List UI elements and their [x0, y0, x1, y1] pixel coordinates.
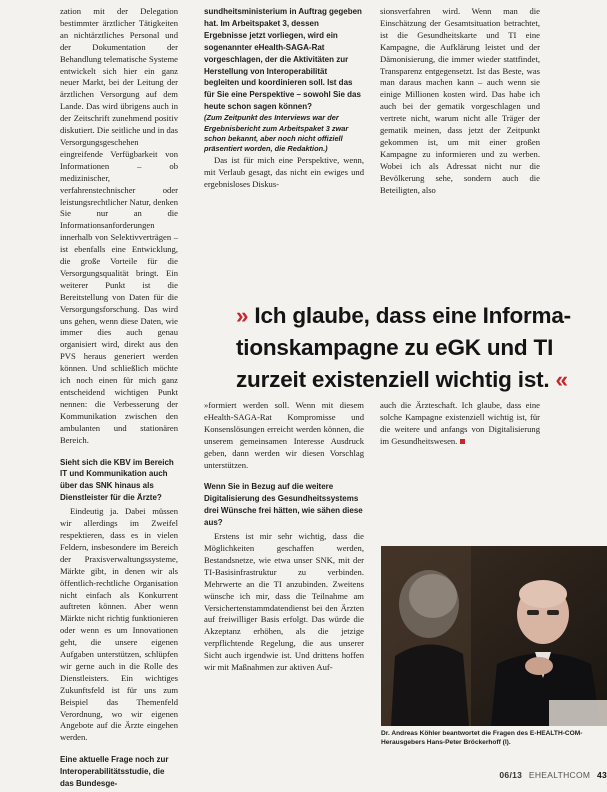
col2-paragraph: Das ist für mich eine Perspektive, wenn, mit Verlaub gesagt, das nicht ein ewiges und ergebnisloses Diskus- [204, 154, 364, 189]
col1-question-2: Eine aktuelle Frage noch zur Interoperabilitätsstudie, die das Bundesge- [60, 755, 169, 789]
pull-quote-line-2 [236, 332, 606, 364]
pull-quote-line-1 [236, 300, 606, 332]
col3-paragraph: sionsverfahren wird. Wenn man die Einschätzung der Gesamtsituation betrachtet, ist die Gesundheitskarte und TI eine Kampagne, die Aufklärung leistet und der Dämonisierung, die immer wieder stattfindet, Transparenz entgegensetzt. Ist das Beste, was man daraus machen kann – auch wenn sie einige Millionen kosten wird. Das habe ich auch bei der gematik vorgeschlagen und vertrete nicht, warum nicht alle Träger der gematik meinen, dass jetzt der Zeitpunkt gekommen ist, um mit einer großen Kampagne zu informieren und zu werben. Wobei ich als Adressat nicht nur die Bevölkerung sehe, sondern auch die Beteiligten, also [380, 6, 540, 195]
magazine-name: EHEALTHCOM [528, 770, 591, 780]
pull-quote-text-3: zurzeit existenziell wichtig ist. [236, 367, 550, 392]
open-quote-mark: » [236, 303, 249, 328]
col2b-question: Wenn Sie in Bezug auf die weitere Digitalisierung des Gesundheitssystems drei Wünsche frei hätten, wie sähen diese aus? [204, 482, 363, 528]
column-1 [60, 6, 178, 792]
col2-question-continued: sundheitsministerium in Auftrag gegeben hat. Im Arbeitspaket 3, dessen Ergebnisse jetzt vorliegen, wird ein sogenannter eHealth-SAGA-Rat vorgeschlagen, der die Aktivitäten zur Herstellung von Interoperabilität begleiten und koordinieren soll. Ist das für Sie eine Perspektive – sowohl Sie das heute schon sagen können? [204, 7, 362, 112]
interview-photo [381, 546, 607, 726]
pull-quote-text-1: Ich glaube, dass eine Informa- [254, 303, 571, 328]
photo-illustration [381, 546, 607, 726]
col1-paragraph: zation mit der Delegation bestimmter ärztlicher Tätigkeiten an nichtärztliches Personal und der Dokumentation der Behandlung telematische Systeme entwickelt sich hier ein ganz neuer Markt, bei der Leitung der ärztlichen Versorgung auf dem Lande. Das wird übrigens auch in der Zeitschrift zunehmend positiv diskutiert. Die seitliche und in das Versorgungsgeschehen eingreifende Verfügbarkeit von Informationen – ob medizinischer, verfahrenstechnischer oder leistungsrechtlicher Natur, denken Sie nur an die Informationsanforderungen innerhalb von Selektivverträgen – ist ebenfalls eine Entwicklung, die große Vorteile für die Versorgungsqualität bringt. Ein weiterer Punkt ist die Bereitstellung von Daten für die Versorgungsforschung. Das wird uns gehen, wenn diese Daten, wie immer dies auch genau organisiert wird, direkt aus den PVS heraus generiert werden können. Und schließlich möchte ich noch einen für mich ganz entscheidend wichtigen Punkt nennen: die Verbesserung der Kommunikation zwischen den ambulanten und stationären Bereich. [60, 6, 178, 445]
column-2-bottom [204, 400, 364, 674]
col1-question: Sieht sich die KBV im Bereich IT und Kommunikation auch über das SNK hinaus als Dienstleister für die Ärzte? [60, 457, 174, 503]
column-3-top [380, 6, 540, 197]
editor-note: (Zum Zeitpunkt des Interviews war der Ergebnisbericht zum Arbeitspaket 3 zwar schon bekannt, aber noch nicht offiziell präsentiert worden, die Redaktion.) [204, 113, 349, 154]
page-footer [499, 770, 607, 780]
col2b-paragraph: »formiert werden soll. Wenn mit diesem eHealth-SAGA-Rat Kompromisse und Konsenslösungen erreicht werden können, die unserem gemeinsamen Interesse Ausdruck geben, dann werden wir diesen Vorschlag unterstützen. [204, 400, 364, 470]
col3b-paragraph [380, 400, 540, 448]
column-3-bottom [380, 400, 540, 448]
end-of-article-mark [460, 439, 465, 444]
col2b-paragraph-2: Erstens ist mir sehr wichtig, dass die Möglichkeiten geschaffen werden, Bestandsnetze, wie etwa unser SNK, mit der TI-Basisinfrastruktur zu verbinden. Mehrwerte an die TI anzubinden. Zweitens wünsche ich mir, dass die Teilnahme am Versichertenstammdatendienst bei den Ärzten auf freiwilliger Basis erfolgt. Das würde die Akzeptanz erhöhen, als die jetzige verpflichtende Regelung, die aus unserer Sicht auch irgendwie ist. Und drittens hoffen wir mit Maßnahmen zur aktiven Auf- [204, 531, 364, 673]
page-number: 43 [596, 770, 607, 780]
issue-number: 06/13 [499, 770, 523, 780]
col3b-text: auch die Ärzteschaft. Ich glaube, dass eine solche Kampagne existenziell wichtig ist, für die weitere und anfangs von Digitalisierung im Gesundheitswesen. [380, 400, 540, 446]
column-2-top [204, 6, 364, 191]
close-quote-mark: « [555, 367, 568, 392]
pull-quote-text-2: tionskampagne zu eGK und TI [236, 335, 554, 360]
col1-paragraph-2: Eindeutig ja. Dabei müssen wir allerdings im Zweifel respektieren, dass es in vielen Feldern, insbesondere im Bereich der Praxisverwaltungssysteme, Märkte gibt, in denen wir als öffentlich-rechtliche Organisation nicht einfach als Konkurrent auftreten können. Aber wenn Märkte nicht richtig funktionieren oder wenn es um Innovationen geht, die unsere eigenen Aufgaben unterstützen, schlüpfen wir gerne auch in die Rolle des Dienstleisters. Ein wichtiges Zukunftsfeld ist für uns zum Beispiel das Themenfeld Verordnung, wo wir eigenen Angebote auf die Ärzte eingehen werden. [60, 506, 178, 743]
pull-quote [236, 300, 606, 396]
pull-quote-line-3 [236, 364, 606, 396]
photo-caption: Dr. Andreas Köhler beantwortet die Fragen des E-HEALTH-COM-Herausgebers Hans-Peter Bröckerhoff (l). [381, 730, 583, 746]
